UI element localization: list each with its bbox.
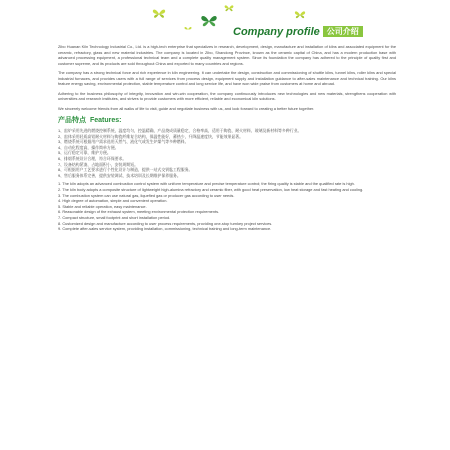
feature-item: 1. The kiln adopts an advanced combustion control system with uniform temperature and precise temperature control; the firing quality is stable and the qualified rate is high. (58, 181, 355, 187)
butterfly-icon (200, 14, 218, 29)
feature-item: 3. The combustion system can use natural gas, liquefied gas or producer gas according to user needs. (58, 192, 235, 198)
feature-item: 3、燃烧系统可根据用户需求选用天然气、液化气或发生炉煤气等多种燃料。 (58, 139, 189, 145)
intro-paragraph: Adhering to the business philosophy of integrity, innovation and win-win cooperation, the company continuously introduces new technologies and new materials, strengthens cooperation with universities and research institutes, and strives to provide customers with more efficient, reliable and economical kiln solutions. (58, 90, 396, 101)
butterfly-icon (152, 8, 166, 20)
title-text: Company profile (233, 26, 320, 38)
feature-item: 7、设备结构紧凑，占地面积小，安装周期短。 (58, 161, 138, 167)
feature-item: 2、窑体采用轻质高铝耐火材料与陶瓷纤维复合结构，保温性能好，蓄热少，升降温速度快，节能效果显著。 (58, 133, 244, 139)
feature-item: 7. Compact structure, small footprint and short installation period. (58, 214, 171, 220)
feature-item: 8、可根据用户工艺要求进行个性化设计与制造，提供一站式交钥匙工程服务。 (58, 167, 193, 173)
feature-item: 5. Stable and reliable operation, easy maintenance. (58, 203, 147, 209)
feature-list-en (58, 181, 396, 231)
feature-item: 6. Reasonable design of the exhaust system, meeting environmental protection requirements. (58, 209, 220, 215)
intro-paragraph: The company has a strong technical force and rich experience in kiln engineering. It can undertake the design, construction and commissioning of shuttle kilns, tunnel kilns, roller kilns and special industrial furnaces, and provides users with a full range of services from process design, equipment supply and installation guidance to after-sales maintenance and technical training. Our kilns feature energy saving, environmental protection, stable temperature control and long service life, and have won wide praise from customers at home and abroad. (58, 70, 396, 86)
features-heading-cn: 产品特点 (58, 117, 86, 124)
feature-item: 9. Complete after-sales service system, providing installation, commissioning, technical training and long-term maintenance. (58, 226, 272, 232)
feature-item: 9、售后服务体系完善，提供安装调试、技术培训及长期维护保养服务。 (58, 172, 181, 178)
title-badge: 公司介绍 (323, 26, 363, 37)
feature-item: 4、自动化程度高，操作简单方便。 (58, 144, 119, 150)
feature-item: 5、运行稳定可靠，维护方便。 (58, 150, 111, 156)
features-heading-en: Features: (89, 117, 122, 124)
intro-paragraph: We sincerely welcome friends from all walks of life to visit, guide and negotiate business with us, and look forward to creating a better future together. (58, 105, 315, 111)
butterfly-icon (224, 4, 234, 13)
company-profile-title (233, 26, 363, 38)
page-header (0, 0, 450, 44)
document-body (58, 44, 396, 232)
butterfly-icon (294, 10, 306, 20)
feature-item: 1、窑炉采用先进的燃烧控制系统，温度均匀，控温精确，产品烧成质量稳定，合格率高，适用于陶瓷、耐火材料、玻璃及新材料等多种行业。 (58, 128, 302, 133)
feature-item: 4. High degree of automation, simple and convenient operation. (58, 198, 168, 204)
intro-paragraph: Zibo Huanan Kiln Technology Industrial Co., Ltd. is a high-tech enterprise that specializes in research, development, design, manufacture and installation of kilns and associated equipment for the ceramic, refractory, glass and new material industries. The company is located in Zibo, Shandong Province, known as the ceramic capital of China, and has a modern production base with advanced processing equipment, a professional technical team and a complete quality management system. Since its foundation the company has adhered to the principle of quality first and customer supreme, and its products are sold throughout China and exported to many countries and regions. (58, 44, 396, 66)
feature-item: 2. The kiln body adopts a composite structure of lightweight high-alumina refractory and ceramic fiber, with good heat preservation, low heat storage and fast heating and cooling. (58, 186, 364, 192)
feature-item: 6、排烟系统设计合理，符合环保要求。 (58, 155, 127, 161)
butterfly-icon (184, 26, 192, 33)
feature-item: 8. Customized design and manufacture according to user process requirements, providing one-stop turnkey project services. (58, 220, 273, 226)
feature-list-cn (58, 128, 396, 178)
features-heading (58, 115, 396, 125)
